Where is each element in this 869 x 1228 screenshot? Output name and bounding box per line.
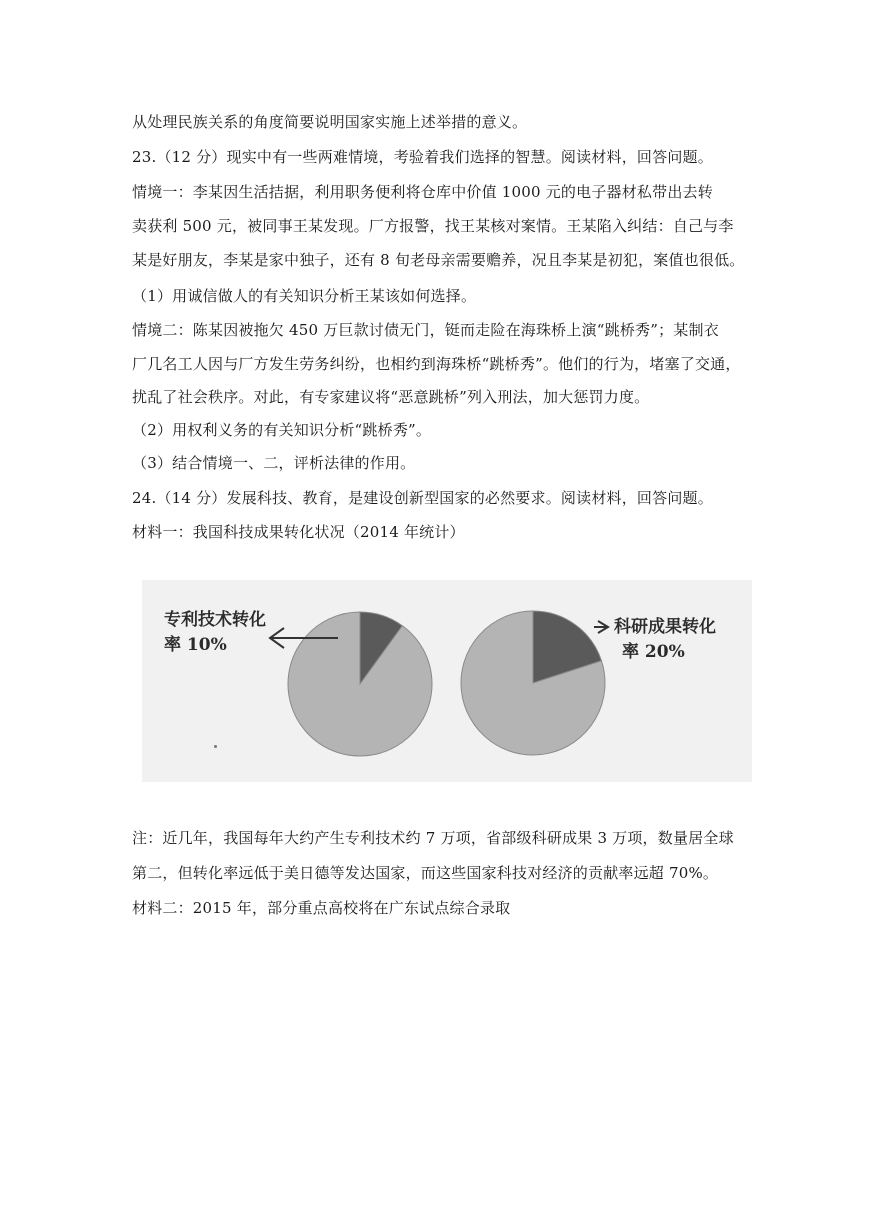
text-line: 从处理民族关系的角度简要说明国家实施上述举措的意义。 [132,113,528,131]
question-24-heading: 24.（14 分）发展科技、教育，是建设创新型国家的必然要求。阅读材料，回答问题。 [132,489,713,507]
text-line: 某是好朋友，李某是家中独子，还有 8 旬老母亲需要赡养，况且李某是初犯，案值也很低。 [132,251,745,269]
note-line: 第二，但转化率远低于美日德等发达国家，而这些国家科技对经济的贡献率远超 70%。 [132,864,719,882]
pie-2-annotation-line1: 科研成果转化 [614,617,716,637]
pie-1 [288,612,432,756]
pie-1-annotation-line2: 率 10% [164,635,227,655]
question-23-heading: 23.（12 分）现实中有一些两难情境，考验着我们选择的智慧。阅读材料，回答问题。 [132,148,713,166]
text-line: 扰乱了社会秩序。对此，有专家建议将“恶意跳桥”列入刑法，加大惩罚力度。 [132,388,650,406]
text-line: 卖获利 500 元，被同事王某发现。厂方报警，找王某核对案情。王某陷入纠结：自己与李 [132,217,734,235]
sub-question: （2）用权利义务的有关知识分析“跳桥秀”。 [132,421,432,439]
pie-1-annotation-line1: 专利技术转化 [164,610,266,630]
speck [214,745,217,748]
text-line: 情境一：李某因生活拮据，利用职务便利将仓库中价值 1000 元的电子器材私带出去转 [132,183,713,201]
text-line: 情境二：陈某因被拖欠 450 万巨款讨债无门，铤而走险在海珠桥上演“跳桥秀”；某制衣 [132,321,719,339]
material-heading: 材料一：我国科技成果转化状况（2014 年统计） [132,523,465,541]
material-heading: 材料二：2015 年，部分重点高校将在广东试点综合录取 [132,899,511,917]
pie-chart-figure [142,580,752,782]
sub-question: （1）用诚信做人的有关知识分析王某该如何选择。 [132,287,477,305]
text-line: 厂几名工人因与厂方发生劳务纠纷，也相约到海珠桥“跳桥秀”。他们的行为，堵塞了交通， [132,355,741,373]
pie-charts [142,580,752,782]
pie-2 [461,611,605,755]
pie-2-annotation-line2: 率 20% [622,642,685,662]
sub-question: （3）结合情境一、二，评析法律的作用。 [132,454,416,472]
pie-1-slice-2 [288,612,432,756]
note-line: 注：近几年，我国每年大约产生专利技术约 7 万项，省部级科研成果 3 万项，数量居全球 [132,829,734,847]
